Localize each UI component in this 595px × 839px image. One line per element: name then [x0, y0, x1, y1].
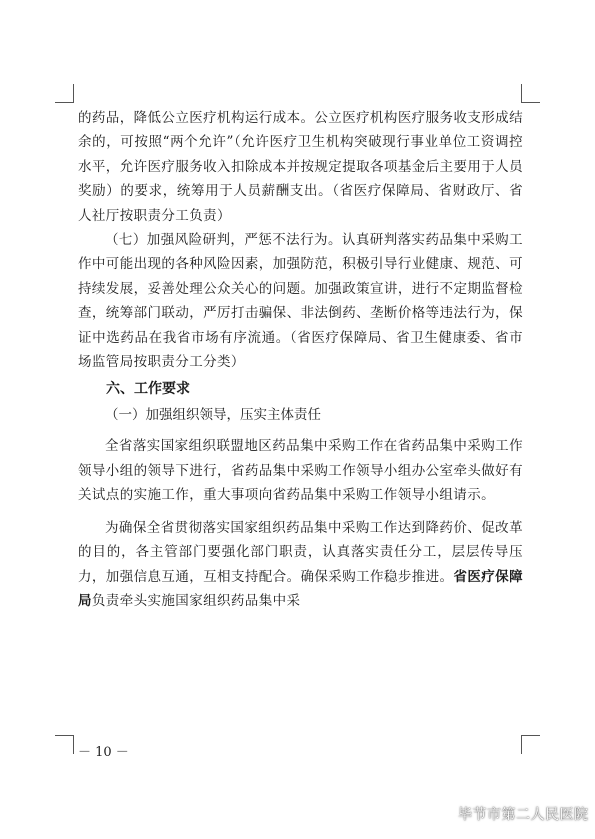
document-body: [78, 106, 523, 613]
paragraph-4: [78, 516, 523, 614]
crop-mark-bottom-left: [55, 735, 74, 754]
subsection-heading: （一）加强组织领导，压实主体责任: [105, 407, 321, 424]
watermark: [426, 801, 589, 827]
crop-mark-top-right: [521, 84, 540, 103]
paragraph-4-text-before: 为确保全省贯彻落实国家组织药品集中采购工作达到降药价、促改革的目的，各主管部门要强化部门职责，认真落实责任分工，层层传导压力，加强信息互通，互相支持配合。确保采购工作稳步推进。: [78, 519, 523, 585]
page-number: － 10 －: [78, 745, 129, 760]
paragraph-2: （七）加强风险研判，严惩不法行为。认真研判落实药品集中采购工作中可能出现的各种风险因素，加强防范，积极引导行业健康、规范、可持续发展，妥善处理公众关心的问题。加强政策宣讲，进行不定期监督检查，统筹部门联动，严厉打击骗保、非法倒药、垄断价格等违法行为，保证中选药品在我省市场有序流通。（省医疗保障局、省卫生健康委、省市场监管局按职责分工分类）: [78, 232, 523, 371]
wechat-icon: [426, 803, 452, 825]
watermark-text: 毕节市第二人民医院: [458, 807, 589, 823]
paragraph-4-bold-text: 省医疗保障局: [78, 568, 523, 609]
crop-mark-top-left: [55, 84, 74, 103]
paragraph-3: 全省落实国家组织联盟地区药品集中采购工作在省药品集中采购工作领导小组的领导下进行，省药品集中采购工作领导小组办公室牵头做好有关试点的实施工作，重大事项向省药品集中采购工作领导小组请示。: [78, 438, 523, 504]
section-heading: 六、工作要求: [106, 381, 190, 398]
paragraph-1: 的药品，降低公立医疗机构运行成本。公立医疗机构医疗服务收支形成结余的，可按照“两个允许”（允许医疗卫生机构突破现行事业单位工资调控水平，允许医疗服务收入扣除成本并按规定提取各项基金后主要用于人员奖励）的要求，统筹用于人员薪酬支出。（省医疗保障局、省财政厅、省人社厅按职责分工负责）: [78, 110, 523, 224]
crop-mark-bottom-right: [521, 735, 540, 754]
paragraph-4-text-after: 负责牵头实施国家组织药品集中采: [91, 592, 301, 609]
